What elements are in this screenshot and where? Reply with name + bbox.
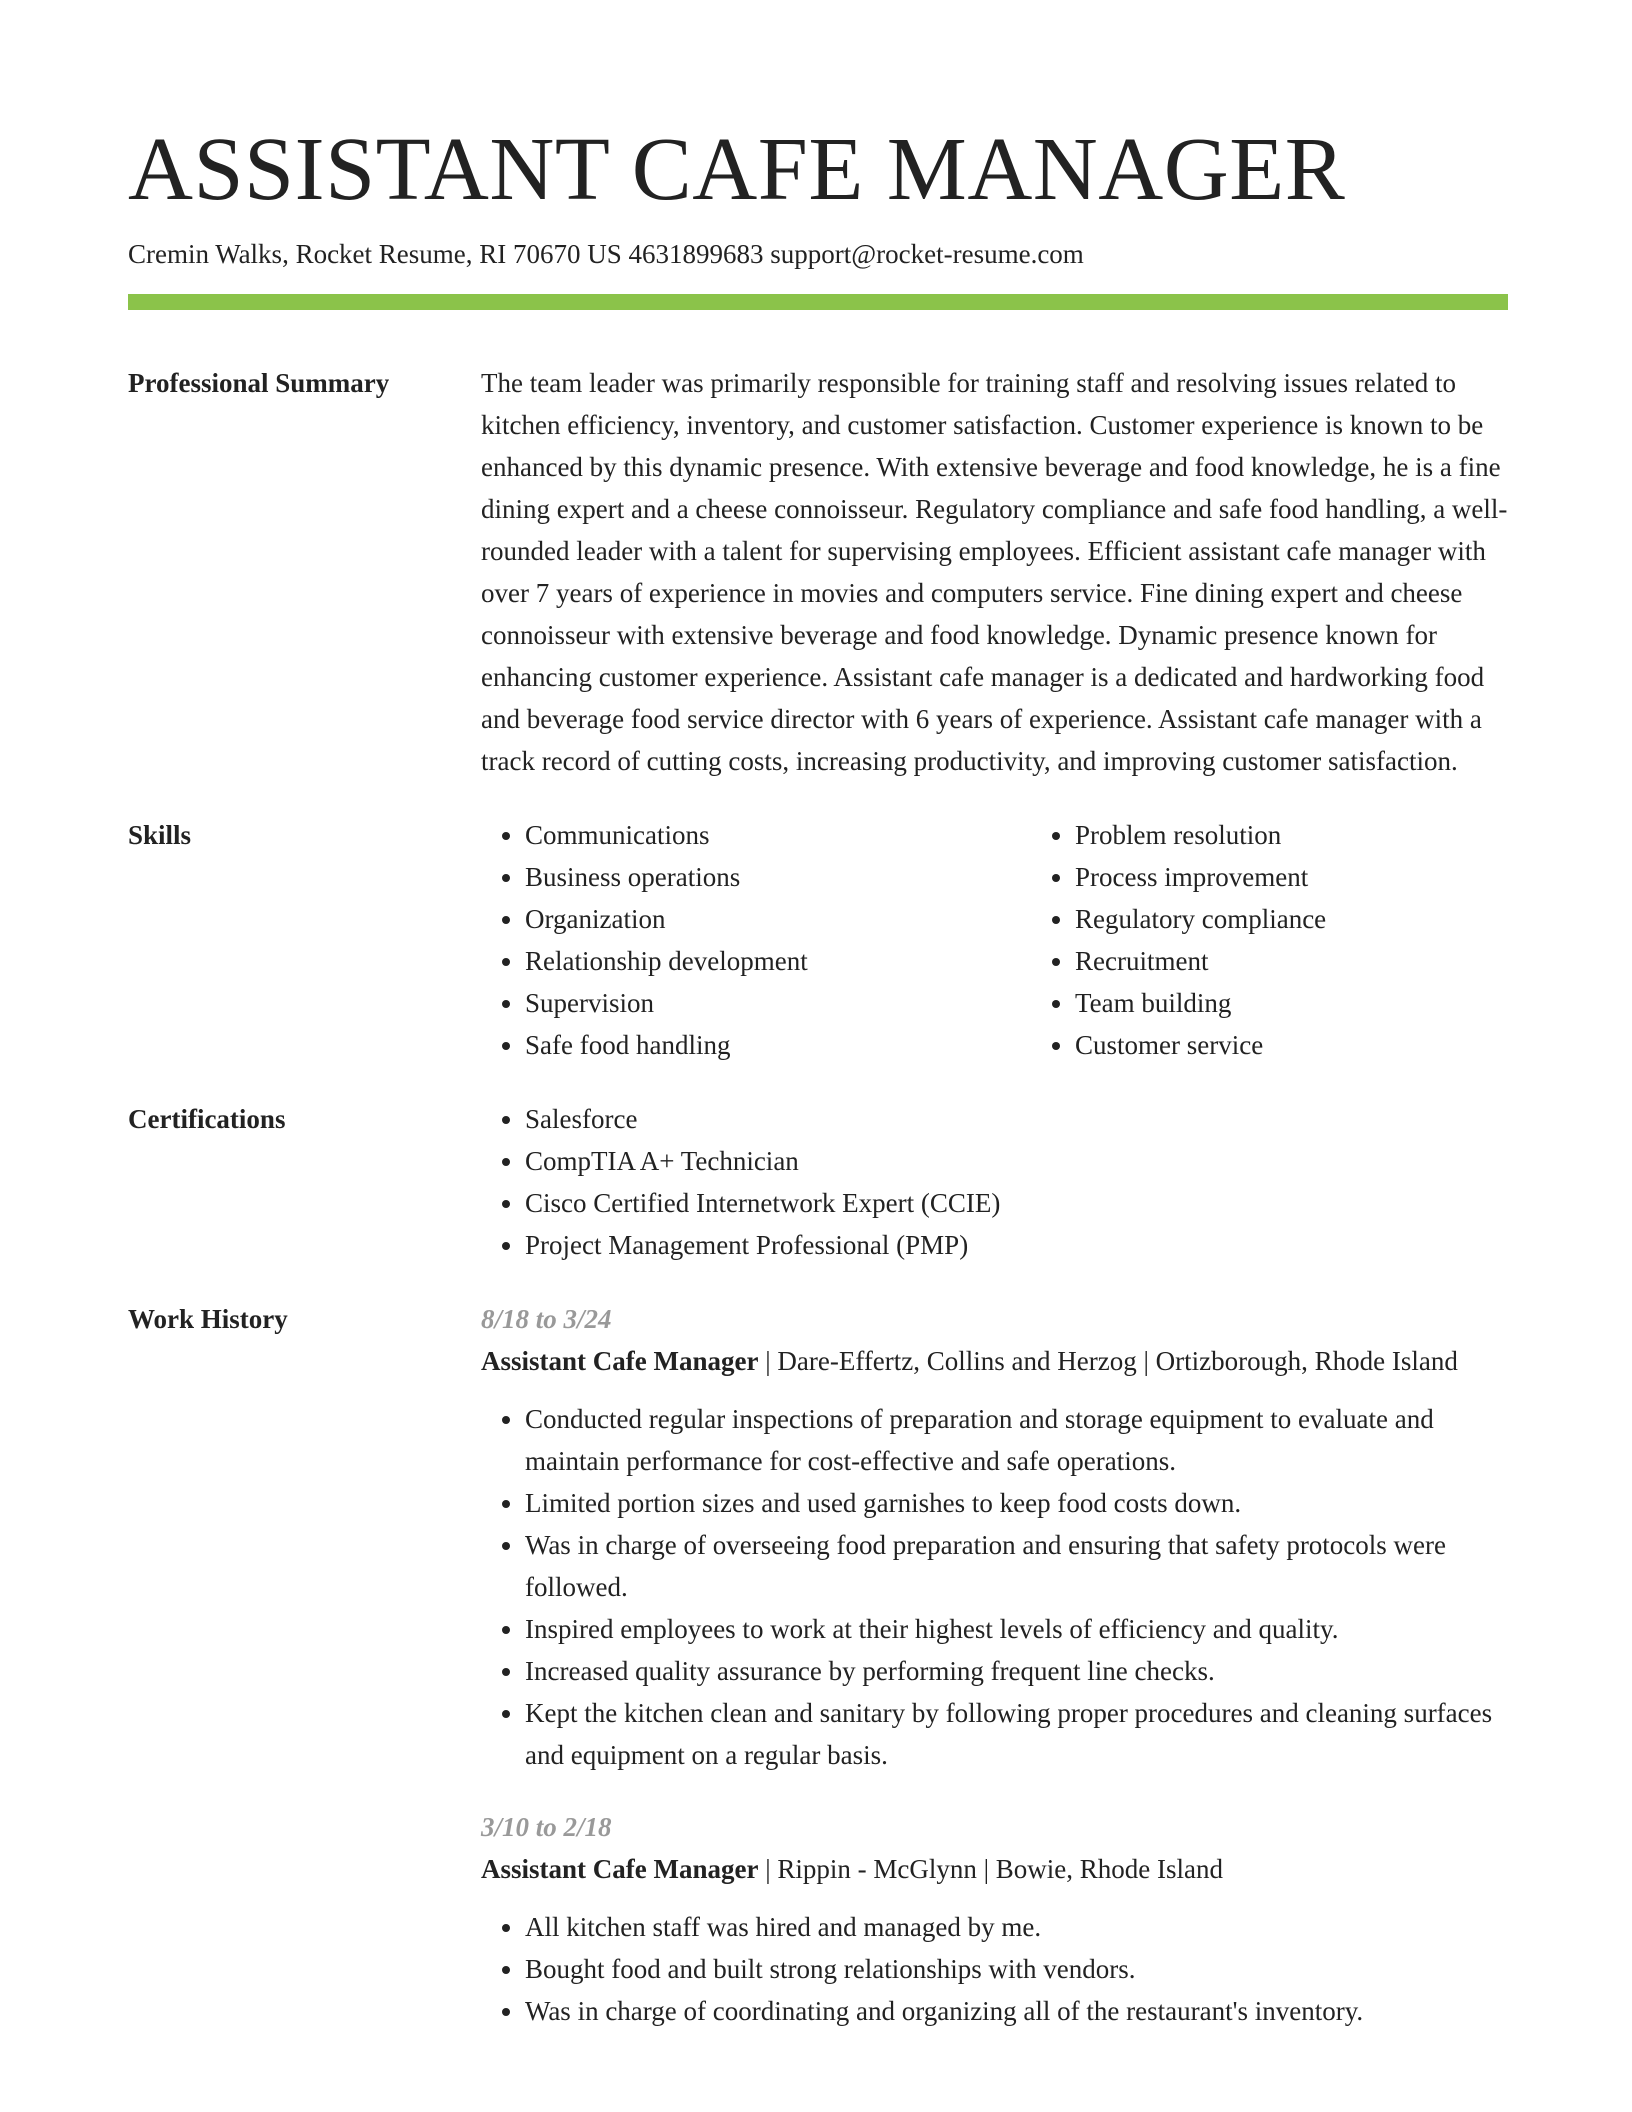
skill-item: • Regulatory compliance [1075,898,1581,940]
contact-line: Cremin Walks, Rocket Resume, RI 70670 US 4631899683 support@rocket-resume.com [128,239,1084,269]
job-bullets [481,1398,1508,1776]
resume-name-title: ASSISTANT CAFE MANAGER [128,120,1346,219]
job-title: Assistant Cafe Manager [481,1854,759,1884]
skill-item: • Supervision [525,982,1031,1024]
certification-item: • Project Management Professional (PMP) [525,1224,1508,1266]
skills-section [128,814,1508,1066]
skill-item: • Communications [525,814,1031,856]
job-bullets [481,1906,1508,2032]
job-bullet: • Limited portion sizes and used garnishes to keep food costs down. [525,1482,1508,1524]
skill-item: • Organization [525,898,1031,940]
job-details: | Rippin - McGlynn | Bowie, Rhode Island [758,1854,1223,1884]
skill-item: • Recruitment [1075,940,1581,982]
certification-item: • Salesforce [525,1098,1508,1140]
summary-heading: Professional Summary [128,368,390,398]
skill-item: • Process improvement [1075,856,1581,898]
resume-page [128,120,1508,2094]
job-header [481,1340,1508,1382]
certifications-list [481,1098,1508,1266]
summary-text: The team leader was primarily responsible for training staff and resolving issues related to kitchen efficiency, inventory, and customer satisfaction. Customer experience is known to be enhanced by this dynamic presence. With extensive beverage and food knowledge, he is a fine dining expert and a cheese connoisseur. Regulatory compliance and safe food handling, a well-rounded leader with a talent for supervising employees. Efficient assistant cafe manager with over 7 years of experience in movies and computers service. Fine dining expert and cheese connoisseur with extensive beverage and food knowledge. Dynamic presence known for enhancing customer experience. Assistant cafe manager is a dedicated and hardworking food and beverage food service director with 6 years of experience. Assistant cafe manager with a track record of cutting costs, increasing productivity, and improving customer satisfaction. [481,368,1508,776]
job-dates: 8/18 to 3/24 [481,1304,612,1334]
certifications-heading: Certifications [128,1104,286,1134]
job-entry [481,1298,1508,1776]
job-bullet: • Was in charge of coordinating and organizing all of the restaurant's inventory. [525,1990,1508,2032]
job-bullet: • Conducted regular inspections of preparation and storage equipment to evaluate and maintain performance for cost-effective and safe operations. [525,1398,1508,1482]
skill-item: • Problem resolution [1075,814,1581,856]
certification-item: • Cisco Certified Internetwork Expert (CCIE) [525,1182,1508,1224]
skills-heading: Skills [128,820,192,850]
job-bullet: • Inspired employees to work at their highest levels of efficiency and quality. [525,1608,1508,1650]
work-history-section [128,1298,1508,2062]
job-bullet: • Kept the kitchen clean and sanitary by following proper procedures and cleaning surfaces and equipment on a regular basis. [525,1692,1508,1776]
job-bullet: • Was in charge of overseeing food preparation and ensuring that safety protocols were followed. [525,1524,1508,1608]
job-bullet: • Bought food and built strong relationships with vendors. [525,1948,1508,1990]
skill-item: • Team building [1075,982,1581,1024]
skills-list-left [481,814,1031,1066]
work-history-heading: Work History [128,1304,288,1334]
skill-item: • Safe food handling [525,1024,1031,1066]
skill-item: • Customer service [1075,1024,1581,1066]
job-entry [481,1806,1508,2032]
accent-divider [128,294,1508,310]
certification-item: • CompTIA A+ Technician [525,1140,1508,1182]
job-header [481,1848,1508,1890]
job-bullet: • All kitchen staff was hired and managed by me. [525,1906,1508,1948]
skill-item: • Business operations [525,856,1031,898]
certifications-section [128,1098,1508,1266]
skill-item: • Relationship development [525,940,1031,982]
job-title: Assistant Cafe Manager [481,1346,759,1376]
job-bullet: • Increased quality assurance by performing frequent line checks. [525,1650,1508,1692]
skills-list-right [1031,814,1581,1066]
job-details: | Dare-Effertz, Collins and Herzog | Ortizborough, Rhode Island [758,1346,1458,1376]
job-dates: 3/10 to 2/18 [481,1812,612,1842]
summary-section [128,362,1508,782]
